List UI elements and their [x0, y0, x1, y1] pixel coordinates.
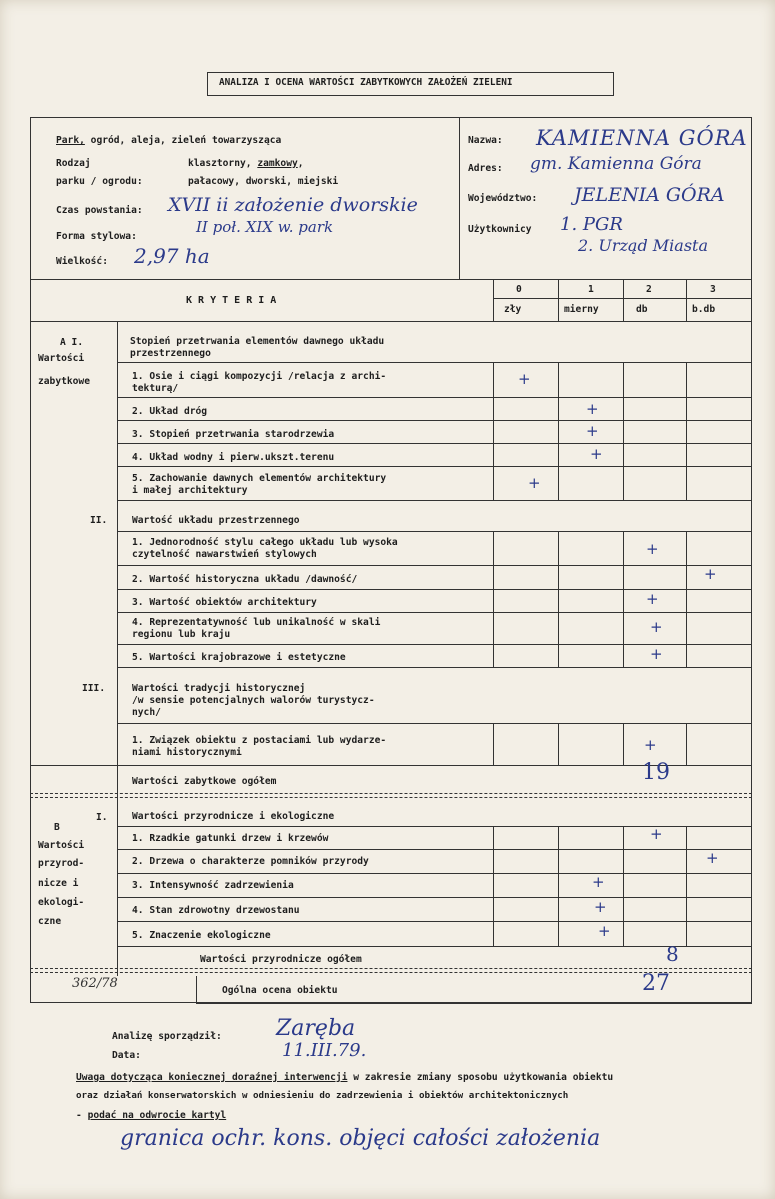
rodzaj-options-2: pałacowy, dworski, miejski	[188, 176, 339, 187]
rodzaj-opt-comma: ,	[297, 158, 304, 169]
uwaga-line-1	[76, 1072, 613, 1083]
g2-item-3-l1: 3. Wartość obiektów architektury	[132, 597, 317, 608]
g1-item-2-mark: +	[586, 400, 599, 418]
forma-label: Forma stylowa:	[56, 231, 137, 242]
group3-title-1: Wartości tradycji historycznej	[132, 683, 306, 694]
score-3: 3	[710, 284, 716, 295]
g1-item-4-mark: +	[590, 445, 603, 463]
g2-item-5-mark: +	[650, 645, 663, 663]
g2-item-1-l2: czytelność nawarstwień stylowych	[132, 549, 317, 560]
section-a-name-2: zabytkowe	[38, 376, 90, 387]
park-option-park: Park,	[56, 135, 85, 146]
overall-value: 27	[642, 971, 670, 996]
g1-item-4-l1: 4. Układ wodny i pierw.ukszt.terenu	[132, 452, 335, 463]
page-title: ANALIZA I OCENA WARTOŚCI ZABYTKOWYCH ZAŁOŻEŃ ZIELENI	[219, 77, 513, 88]
section-b-letter: B	[54, 822, 60, 833]
uwaga-dash: -	[76, 1110, 88, 1121]
b-item-2-mark: +	[706, 849, 719, 867]
group1-title-1: Stopień przetrwania elementów dawnego układu	[130, 336, 385, 347]
g2-item-2-l1: 2. Wartość historyczna układu /dawność/	[132, 574, 358, 585]
data-value: 11.III.79.	[282, 1040, 367, 1061]
b-item-3-mark: +	[592, 873, 605, 891]
g1-item-1-l2: tekturą/	[132, 383, 179, 394]
rodzaj-label-2: parku / ogrodu:	[56, 176, 143, 187]
g1-item-3-mark: +	[586, 422, 599, 440]
section-a-total-label: Wartości zabytkowe ogółem	[132, 776, 277, 787]
data-label: Data:	[112, 1050, 141, 1061]
section-b-name-3: nicze i	[38, 878, 79, 889]
group3-title-2: /w sensie potencjalnych walorów turystycz-	[132, 695, 375, 706]
score-name-1: mierny	[564, 304, 599, 315]
section-b-name-1: Wartości	[38, 840, 85, 851]
uwaga-line-3	[76, 1110, 226, 1121]
section-b-roman: I.	[96, 812, 108, 823]
section-a-roman-2: II.	[90, 515, 108, 526]
adres-label: Adres:	[468, 163, 503, 174]
g3-item-1-l2: niami historycznymi	[132, 747, 242, 758]
signature: Zaręba	[276, 1016, 356, 1041]
group1-title-2: przestrzennego	[130, 348, 211, 359]
b-item-1-mark: +	[650, 825, 663, 843]
czas-label: Czas powstania:	[56, 205, 143, 216]
nazwa-label: Nazwa:	[468, 135, 503, 146]
uzyt-value-1: 1. PGR	[560, 214, 623, 235]
g2-item-3-mark: +	[646, 590, 659, 608]
g1-item-5-l2: i małej architektury	[132, 485, 248, 496]
g1-item-2-l1: 2. Układ dróg	[132, 406, 208, 417]
uwaga-rest: w zakresie zmiany sposobu użytkowania obiektu	[347, 1072, 614, 1083]
group2-title: Wartość układu przestrzennego	[132, 515, 300, 526]
section-a-roman-3: III.	[82, 683, 106, 694]
score-0: 0	[516, 284, 522, 295]
rodzaj-opt-zamkowy: zamkowy	[257, 158, 298, 169]
g2-item-4-l2: regionu lub kraju	[132, 629, 231, 640]
wielkosc-value: 2,97 ha	[134, 244, 210, 268]
wielkosc-label: Wielkość:	[56, 256, 108, 267]
section-b-total-value: 8	[666, 942, 679, 966]
analize-label: Analizę sporządził:	[112, 1031, 222, 1042]
uzyt-value-2: 2. Urząd Miasta	[578, 236, 708, 255]
b-item-5-mark: +	[598, 922, 611, 940]
rodzaj-label-1: Rodzaj	[56, 158, 91, 169]
g1-item-1-l1: 1. Osie i ciągi kompozycji /relacja z archi-	[132, 371, 387, 382]
score-name-2: db	[636, 304, 648, 315]
czas-value: XVII ii założenie dworskie	[168, 194, 418, 216]
g1-item-1-mark: +	[518, 370, 531, 388]
g2-item-4-mark: +	[650, 618, 663, 636]
uwaga-line-2: oraz działań konserwatorskich w odniesieniu do zadrzewienia i obiektów architektonicznych	[76, 1090, 569, 1101]
section-b-total-label: Wartości przyrodnicze ogółem	[200, 954, 362, 965]
rodzaj-opt-klasztorny: klasztorny,	[188, 158, 258, 169]
g2-item-5-l1: 5. Wartości krajobrazowe i estetyczne	[132, 652, 346, 663]
forma-value: II poł. XIX w. park	[196, 218, 334, 236]
rodzaj-options-1	[188, 158, 304, 169]
score-name-0: zły	[504, 304, 522, 315]
score-name-3: b.db	[692, 304, 716, 315]
nazwa-value: KAMIENNA GÓRA	[536, 126, 748, 150]
g2-item-2-mark: +	[704, 565, 717, 583]
g1-item-5-mark: +	[528, 474, 541, 492]
score-2: 2	[646, 284, 652, 295]
g3-item-1-mark: +	[644, 736, 657, 754]
adres-value: gm. Kamienna Góra	[530, 154, 702, 174]
group3-title-3: nych/	[132, 707, 161, 718]
b-item-2: 2. Drzewa o charakterze pomników przyrody	[132, 856, 369, 867]
criteria-label: K R Y T E R I A	[186, 295, 277, 306]
uwaga-reverse-note: podać na odwrocie kartyl	[87, 1110, 227, 1121]
g1-item-5-l1: 5. Zachowanie dawnych elementów architektury	[132, 473, 387, 484]
woj-value: JELENIA GÓRA	[574, 184, 725, 206]
g2-item-4-l1: 4. Reprezentatywność lub unikalność w skali	[132, 617, 381, 628]
b-item-4-mark: +	[594, 898, 607, 916]
overall-label: Ogólna ocena obiektu	[222, 985, 338, 996]
uwaga-underlined: Uwaga dotycząca koniecznej doraźnej interwencji	[76, 1072, 348, 1083]
handwritten-note: granica ochr. kons. objęci całości założenia	[120, 1126, 601, 1151]
score-1: 1	[588, 284, 594, 295]
section-b-name-2: przyrod-	[38, 858, 85, 869]
b-item-4: 4. Stan zdrowotny drzewostanu	[132, 905, 300, 916]
section-b-group-title: Wartości przyrodnicze i ekologiczne	[132, 811, 335, 822]
g1-item-3-l1: 3. Stopień przetrwania starodrzewia	[132, 429, 335, 440]
section-a-name-1: Wartości	[38, 353, 85, 364]
park-options-rest: ogród, aleja, zieleń towarzysząca	[84, 135, 282, 146]
section-a-total-value: 19	[642, 760, 670, 785]
g2-item-1-l1: 1. Jednorodność stylu całego układu lub wysoka	[132, 537, 398, 548]
b-item-5: 5. Znaczenie ekologiczne	[132, 930, 271, 941]
uzyt-label: Użytkownicy	[468, 224, 532, 235]
g2-item-1-mark: +	[646, 540, 659, 558]
section-b-name-5: czne	[38, 916, 62, 927]
b-item-1: 1. Rzadkie gatunki drzew i krzewów	[132, 833, 329, 844]
section-b-name-4: ekologi-	[38, 897, 85, 908]
woj-label: Województwo:	[468, 193, 538, 204]
park-type-line	[56, 135, 281, 146]
section-a-roman: A I.	[60, 337, 84, 348]
b-item-3: 3. Intensywność zadrzewienia	[132, 880, 294, 891]
reference-number: 362/78	[72, 976, 118, 991]
g3-item-1-l1: 1. Związek obiektu z postaciami lub wydarze-	[132, 735, 387, 746]
